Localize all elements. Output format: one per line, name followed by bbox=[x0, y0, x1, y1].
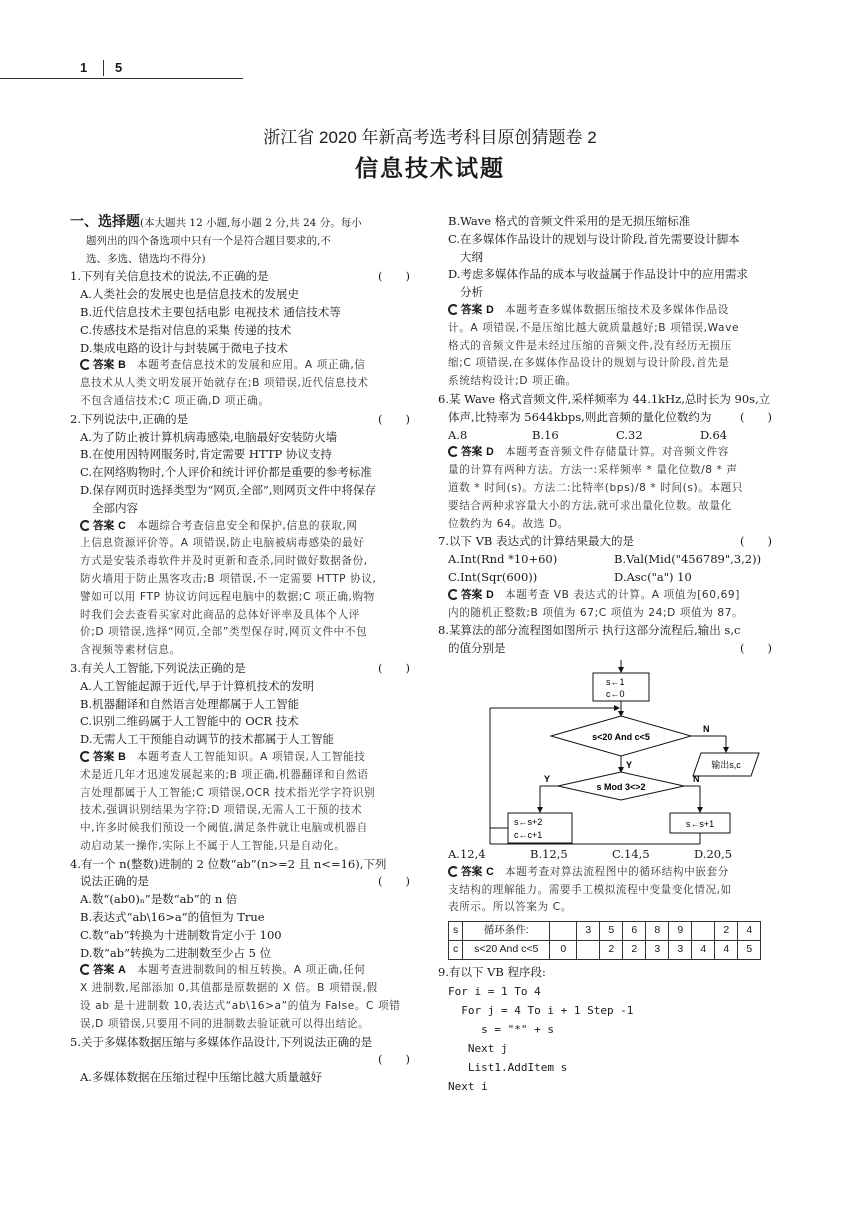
flow-no-2: N bbox=[693, 773, 700, 784]
q5-option-d-cont: 分析 bbox=[460, 285, 483, 300]
section-heading: 一、选择题 bbox=[70, 213, 140, 229]
q5-answer: 答案 D 本题考查多媒体数据压缩技术及多媒体作品设 bbox=[438, 302, 778, 320]
q6-option-d: D.64 bbox=[700, 427, 728, 442]
code-line: Next j bbox=[448, 1041, 508, 1055]
q5-explanation-3: 格式的音频文件是未经过压缩的音频文件,没有经历无损压 bbox=[448, 339, 732, 352]
q6-explanation-5: 位数约为 64。故选 D。 bbox=[448, 517, 569, 530]
q3-answer: 答案 B 本题考查人工智能知识。A 项错误,人工智能技 bbox=[70, 749, 416, 767]
question-4-cont: 说法正确的是 ( ) bbox=[80, 874, 410, 889]
q8-explanation-3: 表所示。所以答案为 C。 bbox=[448, 901, 572, 914]
q6-explanation-2: 量的计算有两种方法。方法一:采样频率 * 量化位数/8 * 声 bbox=[448, 464, 738, 477]
answer-icon bbox=[80, 520, 91, 531]
q4-explanation-3: 设 ab 是十进制数 10,表达式“ab\16>a”的值为 False。C 项错 bbox=[80, 1000, 401, 1013]
answer-icon bbox=[448, 589, 459, 600]
q6-option-b: B.16 bbox=[532, 427, 559, 442]
q6-options bbox=[438, 427, 778, 445]
q6-explanation-3: 道数 * 时间(s)。方法二:比特率(bps)/8 * 时间(s)。本题只 bbox=[448, 481, 744, 494]
q1-option-c: C.传感技术是指对信息的采集 传递的技术 bbox=[80, 322, 292, 337]
q8-option-a: A.12,4 bbox=[448, 846, 486, 861]
q7-options-ab bbox=[438, 551, 778, 569]
question-6: 6.某 Wave 格式音频文件,采样频率为 44.1kHz,总时长为 90s,立 bbox=[438, 391, 771, 406]
q8-option-b: B.12,5 bbox=[530, 846, 568, 861]
q1-option-b: B.近代信息技术主要包括电影 电视技术 通信技术等 bbox=[80, 304, 341, 319]
q4-option-c: C.数“ab”转换为十进制数肯定小于 100 bbox=[80, 927, 282, 942]
q3-option-a: A.人工智能起源于近代,早于计算机技术的发明 bbox=[80, 678, 315, 693]
q3-option-b: B.机器翻译和自然语言处理都属于人工智能 bbox=[80, 696, 300, 711]
q4-option-b: B.表达式“ab\16>a”的值恒为 True bbox=[80, 910, 265, 925]
q2-explanation-4: 防火墙用于防止黑客攻击;B 项错误,不一定需要 HTTP 协议, bbox=[80, 572, 377, 585]
q8-options bbox=[438, 846, 778, 864]
q1-explanation-2: 息技术从人类文明发展开始就存在;B 项错误,近代信息技术 bbox=[80, 377, 369, 390]
q5-option-a: A.多媒体数据在压缩过程中压缩比越大质量越好 bbox=[80, 1070, 322, 1085]
flow-box-y1: s←s+2 bbox=[514, 816, 543, 827]
question-3: 3.有关人工智能,下列说法正确的是 ( ) bbox=[70, 660, 410, 675]
code-line: s = "*" + s bbox=[448, 1022, 554, 1036]
section-note: (本大题共 12 小题,每小题 2 分,共 24 分。每小 bbox=[140, 217, 362, 229]
answer-icon bbox=[80, 751, 91, 762]
code-line: List1.AddItem s bbox=[448, 1060, 568, 1074]
question-7: 7.以下 VB 表达式的计算结果最大的是 ( ) bbox=[438, 534, 772, 549]
page-subtitle: 信息技术试题 bbox=[355, 155, 505, 181]
code-block bbox=[438, 982, 778, 1096]
answer-icon bbox=[448, 866, 459, 877]
flow-yes-2: Y bbox=[544, 773, 551, 784]
q2-option-d: D.保存网页时选择类型为“网页,全部”,则网页文件中将保存 bbox=[80, 482, 377, 497]
flow-init-c: c←0 bbox=[606, 688, 625, 699]
table-row-c bbox=[449, 941, 761, 960]
q2-explanation-7: 价;D 项错误,选择“网页,全部”类型保存时,网页文件中不包 bbox=[80, 626, 368, 639]
header-rule bbox=[0, 78, 243, 79]
q2-explanation-3: 方式是安装杀毒软件并及时更新和查杀,同时做好数据备份, bbox=[80, 555, 368, 568]
table-cell: 2 bbox=[715, 922, 738, 941]
right-column bbox=[438, 213, 778, 1096]
q2-explanation-6: 时我们会去查看买家对此商品的总体好评率及具体个人评 bbox=[80, 608, 360, 621]
table-cell: 6 bbox=[623, 922, 646, 941]
q5-explanation-2: 计。A 项错误,不是压缩比越大就质量越好;B 项错误,Wave bbox=[448, 321, 740, 334]
q5-option-c-cont: 大纲 bbox=[460, 249, 483, 264]
q5-option-b: B.Wave 格式的音频文件采用的是无损压缩标准 bbox=[448, 214, 691, 228]
q3-option-d: D.无需人工干预能自动调节的技术都属于人工智能 bbox=[80, 732, 334, 747]
q4-option-a: A.数“(ab0)ₙ”是数“ab”的 n 倍 bbox=[80, 892, 238, 907]
table-cell: 4 bbox=[738, 922, 761, 941]
question-4: 4.有一个 n(整数)进制的 2 位数“ab”(n>=2 且 n<=16),下列 bbox=[70, 856, 387, 871]
table-cell: 3 bbox=[577, 922, 600, 941]
table-cell: 3 bbox=[646, 941, 669, 960]
question-8-cont: 的值分别是 ( ) bbox=[448, 641, 772, 656]
question-9: 9.有以下 VB 程序段: bbox=[438, 965, 546, 980]
table-cell: 2 bbox=[600, 941, 623, 960]
q6-option-c: C.32 bbox=[616, 427, 643, 442]
table-cell: 2 bbox=[623, 941, 646, 960]
flow-yes-1: Y bbox=[626, 759, 633, 770]
question-6-cont: 体声,比特率为 5644kbps,则此音频的量化位数约为 ( ) bbox=[448, 409, 772, 424]
flow-cond1: s<20 And c<5 bbox=[592, 731, 650, 742]
table-cell: 5 bbox=[600, 922, 623, 941]
page-title: 浙江省 2020 年新高考选考科目原创猜题卷 2 bbox=[263, 128, 597, 147]
q7-answer: 答案 D 本题考查 VB 表达式的计算。A 项值为[60,69] bbox=[438, 587, 778, 605]
code-line: For i = 1 To 4 bbox=[448, 984, 541, 998]
q4-explanation-4: 误,D 项错误,只要用不同的进制数去验证就可以得出结论。 bbox=[80, 1017, 370, 1030]
table-cell: 9 bbox=[669, 922, 692, 941]
table-cell: 3 bbox=[669, 941, 692, 960]
q3-explanation-5: 中,许多时候我们预设一个阈值,满足条件就让电脑或机器自 bbox=[80, 822, 368, 835]
q3-explanation-2: 术是近几年才迅速发展起来的;B 项正确,机器翻译和自然语 bbox=[80, 768, 369, 781]
flow-no-1: N bbox=[703, 723, 710, 734]
q2-answer: 答案 C 本题综合考查信息安全和保护,信息的获取,网 bbox=[70, 518, 416, 536]
answer-icon bbox=[448, 304, 459, 315]
q3-explanation-4: 技术,强调识别结果为字符;D 项错误,无需人工干预的技术 bbox=[80, 804, 363, 817]
table-row-s bbox=[449, 922, 761, 941]
table-cell: 4 bbox=[715, 941, 738, 960]
section-note-2: 题列出的四个备选项中只有一个是符合题目要求的,不 bbox=[86, 234, 331, 247]
table-cell: s bbox=[449, 922, 463, 941]
q1-explanation-3: 不包含通信技术;C 项正确,D 项正确。 bbox=[80, 394, 270, 407]
header-left-number: 1 bbox=[80, 60, 88, 75]
q3-explanation-6: 动启动某一操作,实际上不属于人工智能,只是自动化。 bbox=[80, 839, 346, 852]
table-cell bbox=[577, 941, 600, 960]
q7-option-d: D.Asc("a") 10 bbox=[614, 569, 692, 584]
answer-icon bbox=[80, 359, 91, 370]
question-5-bracket: ( ) bbox=[378, 1052, 410, 1067]
table-cell bbox=[550, 922, 577, 941]
question-5: 5.关于多媒体数据压缩与多媒体作品设计,下列说法正确的是 bbox=[70, 1034, 373, 1049]
q7-explanation-2: 内的随机正整数;B 项值为 67;C 项值为 24;D 项值为 87。 bbox=[448, 606, 744, 619]
question-2: 2.下列说法中,正确的是 ( ) bbox=[70, 411, 410, 426]
table-cell bbox=[692, 922, 715, 941]
answer-icon bbox=[80, 964, 91, 975]
code-line: Next i bbox=[448, 1079, 488, 1093]
table-cell: 0 bbox=[550, 941, 577, 960]
flow-cond2: s Mod 3<>2 bbox=[596, 781, 646, 792]
q7-option-b: B.Val(Mid("456789",3,2)) bbox=[614, 552, 762, 567]
table-cell: 循环条件: bbox=[463, 922, 550, 941]
flow-init-s: s←1 bbox=[606, 676, 625, 687]
trace-table bbox=[448, 921, 761, 960]
q1-option-d: D.集成电路的设计与封装属于微电子技术 bbox=[80, 340, 288, 355]
q2-explanation-2: 上信息资源评价等。A 项错误,防止电脑被病毒感染的最好 bbox=[80, 537, 365, 550]
table-cell: 5 bbox=[738, 941, 761, 960]
table-cell: s<20 And c<5 bbox=[463, 941, 550, 960]
q4-option-d: D.数“ab”转换为二进制数至少占 5 位 bbox=[80, 945, 272, 960]
q2-option-c: C.在网络购物时,个人评价和统计评价都是重要的参考标准 bbox=[80, 465, 372, 480]
q7-option-c: C.Int(Sqr(600)) bbox=[448, 569, 538, 584]
q5-option-c: C.在多媒体作品设计的规划与设计阶段,首先需要设计脚本 bbox=[448, 231, 740, 246]
left-column bbox=[70, 213, 416, 1087]
q3-explanation-3: 言处理都属于人工智能;C 项错误,OCR 技术指光学字符识别 bbox=[80, 786, 376, 799]
q8-option-c: C.14,5 bbox=[612, 846, 650, 861]
code-line: For j = 4 To i + 1 Step -1 bbox=[448, 1003, 634, 1017]
table-cell: c bbox=[449, 941, 463, 960]
q4-answer: 答案 A 本题考查进制数间的相互转换。A 项正确,任何 bbox=[70, 962, 416, 980]
flow-output: 输出s,c bbox=[711, 759, 741, 770]
q1-option-a: A.人类社会的发展史也是信息技术的发展史 bbox=[80, 287, 299, 302]
q3-option-c: C.识别二维码属于人工智能中的 OCR 技术 bbox=[80, 714, 299, 729]
flow-box-n: s←s+1 bbox=[685, 818, 715, 829]
q2-explanation-8: 含视频等素材信息。 bbox=[80, 644, 181, 657]
flow-box-y2: c←c+1 bbox=[514, 829, 543, 840]
q8-explanation-2: 支结构的理解能力。需要手工模拟流程中变量变化情况,如 bbox=[448, 883, 732, 896]
flowchart bbox=[438, 658, 778, 846]
table-cell: 8 bbox=[646, 922, 669, 941]
q4-explanation-2: X 进制数,尾部添加 0,其值都是原数据的 X 倍。B 项错误,假 bbox=[80, 982, 378, 995]
question-8: 8.某算法的部分流程图如图所示 执行这部分流程后,输出 s,c bbox=[438, 623, 741, 638]
q7-options-cd bbox=[438, 569, 778, 587]
section-note-3: 选、多选、错选均不得分) bbox=[86, 252, 206, 265]
q2-option-b: B.在使用因特网服务时,肯定需要 HTTP 协议支持 bbox=[80, 447, 332, 462]
q5-explanation-5: 系统结构设计;D 项正确。 bbox=[448, 375, 577, 388]
q2-option-d-cont: 全部内容 bbox=[92, 500, 138, 515]
q2-explanation-5: 譬如可以用 FTP 协议访问远程电脑中的数据;C 项正确,购物 bbox=[80, 590, 375, 603]
question-1: 1.下列有关信息技术的说法,不正确的是 ( ) bbox=[70, 269, 410, 284]
table-cell: 4 bbox=[692, 941, 715, 960]
q6-explanation-4: 要结合两种求容量大小的方法,就可求出量化位数。故量化 bbox=[448, 499, 732, 512]
answer-icon bbox=[448, 446, 459, 457]
q8-option-d: D.20,5 bbox=[694, 846, 733, 861]
q5-explanation-4: 缩;C 项错误,在多媒体作品设计的规划与设计阶段,首先是 bbox=[448, 357, 730, 370]
q5-option-d: D.考虑多媒体作品的成本与收益属于作品设计中的应用需求 bbox=[448, 267, 748, 282]
q7-option-a: A.Int(Rnd *10+60) bbox=[448, 552, 558, 567]
q6-answer: 答案 D 本题考查音频文件存储量计算。对音频文件容 bbox=[438, 444, 778, 462]
header-divider bbox=[103, 60, 104, 76]
q8-answer: 答案 C 本题考查对算法流程图中的循环结构中嵌套分 bbox=[438, 864, 778, 882]
header-right-number: 5 bbox=[115, 60, 123, 75]
q6-option-a: A.8 bbox=[448, 427, 468, 442]
q1-answer: 答案 B 本题考查信息技术的发展和应用。A 项正确,信 bbox=[70, 357, 416, 375]
q2-option-a: A.为了防止被计算机病毒感染,电脑最好安装防火墙 bbox=[80, 429, 338, 444]
